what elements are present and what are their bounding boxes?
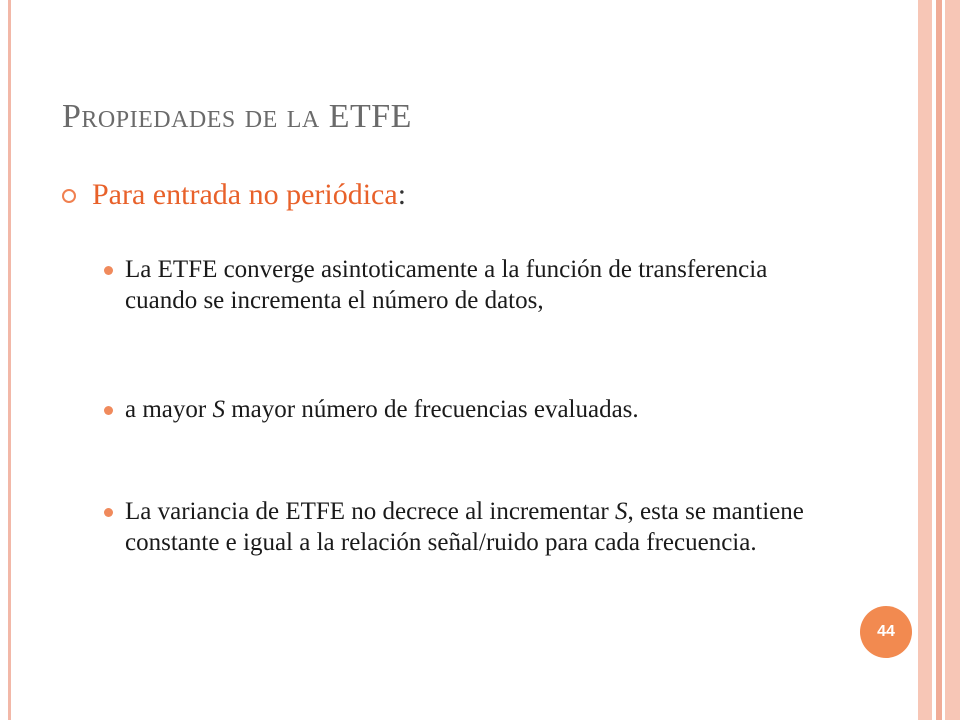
bullet-text-pre: La variancia de ETFE no decrece al incrementar — [125, 498, 616, 525]
bullet-text-post: , esta se mantiene constante e igual a la relación señal/ruido para cada frecuencia. — [125, 498, 804, 556]
ring-bullet-icon — [62, 189, 76, 203]
section-heading-label: Para entrada no periódica — [92, 178, 398, 211]
bullet-dot-icon — [104, 508, 113, 517]
page-number-badge: 44 — [860, 606, 912, 658]
right-decor-stripe — [945, 0, 960, 720]
bullet-text-post: mayor número de frecuencias evaluadas. — [224, 396, 639, 423]
slide-title: Propiedades de la ETFE — [62, 98, 412, 135]
bullet-text — [125, 394, 824, 425]
left-frame-border — [8, 0, 11, 720]
bullet-text-pre: a mayor — [125, 396, 213, 423]
bullet-text — [125, 496, 824, 558]
variable-s: S — [615, 498, 628, 525]
section-heading — [62, 178, 406, 212]
bullet-text: La ETFE converge asintoticamente a la función de transferencia cuando se incrementa el número de datos, — [125, 256, 768, 314]
bullet-item — [104, 394, 824, 425]
variable-s: S — [212, 396, 225, 423]
bullet-item — [104, 254, 824, 316]
bullet-item — [104, 496, 824, 558]
bullet-dot-icon — [104, 406, 113, 415]
bullet-dot-icon — [104, 266, 113, 275]
section-heading-colon: : — [397, 178, 407, 211]
right-decor-stripe — [918, 0, 932, 720]
